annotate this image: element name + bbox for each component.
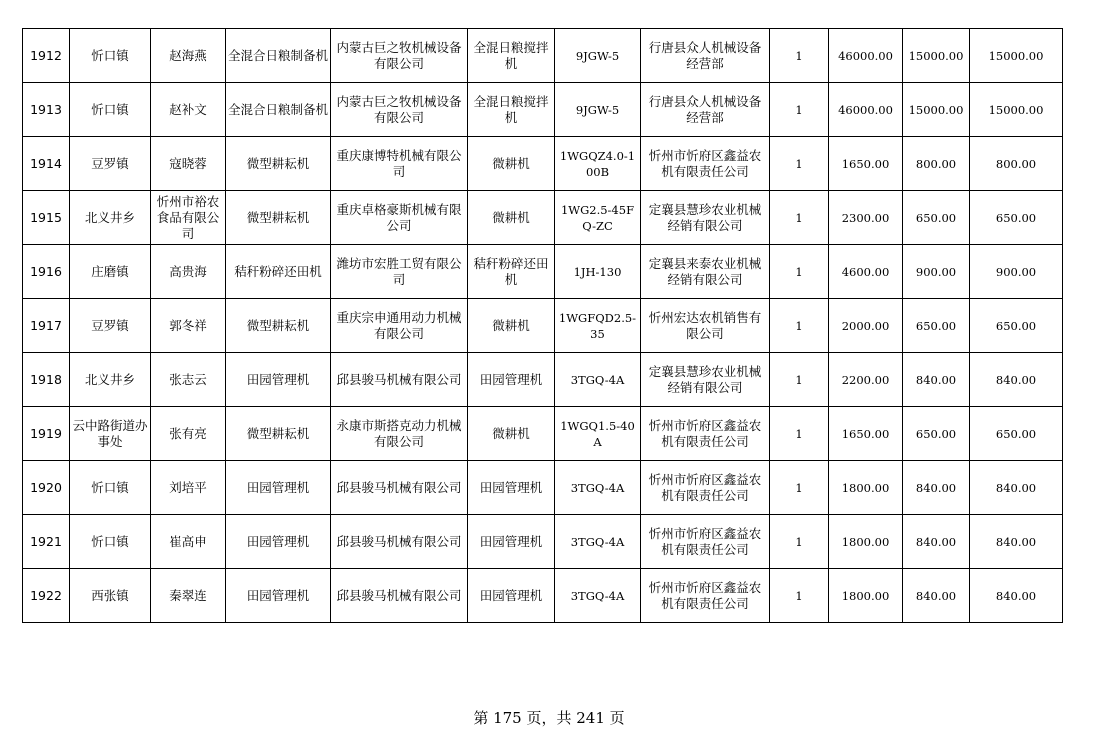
manufacturer-cell: 邱县骏马机械有限公司 — [331, 461, 468, 515]
total-subsidy-cell: 840.00 — [970, 461, 1063, 515]
product-name-cell: 田园管理机 — [468, 569, 555, 623]
row-number-cell: 1915 — [23, 191, 70, 245]
model-cell: 1WGFQD2.5-35 — [555, 299, 641, 353]
sale-price-cell: 1800.00 — [829, 461, 903, 515]
quantity-cell: 1 — [770, 461, 829, 515]
dealer-cell: 行唐县众人机械设备经营部 — [641, 29, 770, 83]
town-cell: 北义井乡 — [70, 353, 151, 407]
machine-category-cell: 微型耕耘机 — [226, 137, 331, 191]
buyer-name-cell: 郭冬祥 — [151, 299, 226, 353]
town-cell: 豆罗镇 — [70, 137, 151, 191]
quantity-cell: 1 — [770, 83, 829, 137]
subsidy-amount-cell: 15000.00 — [903, 29, 970, 83]
buyer-name-cell: 寇晓蓉 — [151, 137, 226, 191]
town-cell: 忻口镇 — [70, 461, 151, 515]
town-cell: 云中路街道办事处 — [70, 407, 151, 461]
buyer-name-cell: 秦翠连 — [151, 569, 226, 623]
manufacturer-cell: 邱县骏马机械有限公司 — [331, 353, 468, 407]
machine-category-cell: 微型耕耘机 — [226, 407, 331, 461]
table-body — [23, 29, 1063, 623]
model-cell: 9JGW-5 — [555, 29, 641, 83]
sale-price-cell: 4600.00 — [829, 245, 903, 299]
sale-price-cell: 46000.00 — [829, 29, 903, 83]
buyer-name-cell: 刘培平 — [151, 461, 226, 515]
model-cell: 1WGQZ4.0-100B — [555, 137, 641, 191]
product-name-cell: 微耕机 — [468, 137, 555, 191]
table-row — [23, 407, 1063, 461]
product-name-cell: 田园管理机 — [468, 353, 555, 407]
product-name-cell: 微耕机 — [468, 299, 555, 353]
manufacturer-cell: 邱县骏马机械有限公司 — [331, 515, 468, 569]
row-number-cell: 1921 — [23, 515, 70, 569]
subsidy-amount-cell: 840.00 — [903, 569, 970, 623]
model-cell: 1JH-130 — [555, 245, 641, 299]
machine-category-cell: 秸秆粉碎还田机 — [226, 245, 331, 299]
table-row — [23, 299, 1063, 353]
subsidy-amount-cell: 840.00 — [903, 515, 970, 569]
table-row — [23, 515, 1063, 569]
row-number-cell: 1918 — [23, 353, 70, 407]
manufacturer-cell: 内蒙古巨之牧机械设备有限公司 — [331, 83, 468, 137]
table-row — [23, 83, 1063, 137]
sale-price-cell: 2300.00 — [829, 191, 903, 245]
town-cell: 西张镇 — [70, 569, 151, 623]
sale-price-cell: 1650.00 — [829, 407, 903, 461]
town-cell: 忻口镇 — [70, 83, 151, 137]
table-row — [23, 137, 1063, 191]
dealer-cell: 忻州市忻府区鑫益农机有限责任公司 — [641, 137, 770, 191]
product-name-cell: 田园管理机 — [468, 515, 555, 569]
total-subsidy-cell: 840.00 — [970, 515, 1063, 569]
subsidy-amount-cell: 800.00 — [903, 137, 970, 191]
total-subsidy-cell: 840.00 — [970, 569, 1063, 623]
subsidy-table — [22, 28, 1063, 623]
quantity-cell: 1 — [770, 29, 829, 83]
machine-category-cell: 田园管理机 — [226, 353, 331, 407]
total-subsidy-cell: 15000.00 — [970, 29, 1063, 83]
table-row — [23, 461, 1063, 515]
subsidy-amount-cell: 650.00 — [903, 299, 970, 353]
dealer-cell: 忻州市忻府区鑫益农机有限责任公司 — [641, 569, 770, 623]
sale-price-cell: 1800.00 — [829, 569, 903, 623]
sale-price-cell: 2200.00 — [829, 353, 903, 407]
total-subsidy-cell: 840.00 — [970, 353, 1063, 407]
manufacturer-cell: 重庆康博特机械有限公司 — [331, 137, 468, 191]
table-row — [23, 29, 1063, 83]
quantity-cell: 1 — [770, 353, 829, 407]
product-name-cell: 全混日粮搅拌机 — [468, 83, 555, 137]
model-cell: 3TGQ-4A — [555, 515, 641, 569]
row-number-cell: 1919 — [23, 407, 70, 461]
buyer-name-cell: 张志云 — [151, 353, 226, 407]
quantity-cell: 1 — [770, 245, 829, 299]
buyer-name-cell: 忻州市裕农食品有限公司 — [151, 191, 226, 245]
buyer-name-cell: 赵海燕 — [151, 29, 226, 83]
table-row — [23, 191, 1063, 245]
row-number-cell: 1912 — [23, 29, 70, 83]
product-name-cell: 微耕机 — [468, 191, 555, 245]
subsidy-amount-cell: 840.00 — [903, 461, 970, 515]
total-subsidy-cell: 650.00 — [970, 407, 1063, 461]
table-row — [23, 569, 1063, 623]
row-number-cell: 1916 — [23, 245, 70, 299]
subsidy-amount-cell: 650.00 — [903, 407, 970, 461]
model-cell: 3TGQ-4A — [555, 353, 641, 407]
quantity-cell: 1 — [770, 299, 829, 353]
dealer-cell: 忻州市忻府区鑫益农机有限责任公司 — [641, 407, 770, 461]
dealer-cell: 忻州宏达农机销售有限公司 — [641, 299, 770, 353]
buyer-name-cell: 崔高申 — [151, 515, 226, 569]
subsidy-amount-cell: 15000.00 — [903, 83, 970, 137]
total-subsidy-cell: 15000.00 — [970, 83, 1063, 137]
total-subsidy-cell: 650.00 — [970, 191, 1063, 245]
machine-category-cell: 田园管理机 — [226, 515, 331, 569]
manufacturer-cell: 永康市斯搭克动力机械有限公司 — [331, 407, 468, 461]
sale-price-cell: 1800.00 — [829, 515, 903, 569]
row-number-cell: 1917 — [23, 299, 70, 353]
town-cell: 忻口镇 — [70, 29, 151, 83]
model-cell: 3TGQ-4A — [555, 461, 641, 515]
product-name-cell: 全混日粮搅拌机 — [468, 29, 555, 83]
product-name-cell: 秸秆粉碎还田机 — [468, 245, 555, 299]
town-cell: 北义井乡 — [70, 191, 151, 245]
model-cell: 1WG2.5-45FQ-ZC — [555, 191, 641, 245]
quantity-cell: 1 — [770, 191, 829, 245]
town-cell: 豆罗镇 — [70, 299, 151, 353]
row-number-cell: 1914 — [23, 137, 70, 191]
dealer-cell: 忻州市忻府区鑫益农机有限责任公司 — [641, 515, 770, 569]
product-name-cell: 微耕机 — [468, 407, 555, 461]
total-subsidy-cell: 800.00 — [970, 137, 1063, 191]
manufacturer-cell: 重庆卓格豪斯机械有限公司 — [331, 191, 468, 245]
row-number-cell: 1922 — [23, 569, 70, 623]
buyer-name-cell: 赵补文 — [151, 83, 226, 137]
town-cell: 忻口镇 — [70, 515, 151, 569]
machine-category-cell: 微型耕耘机 — [226, 191, 331, 245]
machine-category-cell: 全混合日粮制备机 — [226, 29, 331, 83]
row-number-cell: 1920 — [23, 461, 70, 515]
machine-category-cell: 全混合日粮制备机 — [226, 83, 331, 137]
sale-price-cell: 1650.00 — [829, 137, 903, 191]
machine-category-cell: 微型耕耘机 — [226, 299, 331, 353]
quantity-cell: 1 — [770, 407, 829, 461]
sale-price-cell: 2000.00 — [829, 299, 903, 353]
subsidy-amount-cell: 900.00 — [903, 245, 970, 299]
machine-category-cell: 田园管理机 — [226, 461, 331, 515]
product-name-cell: 田园管理机 — [468, 461, 555, 515]
table-row — [23, 245, 1063, 299]
dealer-cell: 定襄县来泰农业机械经销有限公司 — [641, 245, 770, 299]
subsidy-amount-cell: 840.00 — [903, 353, 970, 407]
manufacturer-cell: 邱县骏马机械有限公司 — [331, 569, 468, 623]
model-cell: 1WGQ1.5-40A — [555, 407, 641, 461]
quantity-cell: 1 — [770, 515, 829, 569]
total-subsidy-cell: 650.00 — [970, 299, 1063, 353]
quantity-cell: 1 — [770, 137, 829, 191]
quantity-cell: 1 — [770, 569, 829, 623]
model-cell: 3TGQ-4A — [555, 569, 641, 623]
sale-price-cell: 46000.00 — [829, 83, 903, 137]
manufacturer-cell: 重庆宗申通用动力机械有限公司 — [331, 299, 468, 353]
total-subsidy-cell: 900.00 — [970, 245, 1063, 299]
manufacturer-cell: 潍坊市宏胜工贸有限公司 — [331, 245, 468, 299]
row-number-cell: 1913 — [23, 83, 70, 137]
page-number: 第 175 页，共 241 页 — [473, 709, 625, 727]
buyer-name-cell: 高贵海 — [151, 245, 226, 299]
dealer-cell: 定襄县慧珍农业机械经销有限公司 — [641, 353, 770, 407]
machine-category-cell: 田园管理机 — [226, 569, 331, 623]
town-cell: 庄磨镇 — [70, 245, 151, 299]
manufacturer-cell: 内蒙古巨之牧机械设备有限公司 — [331, 29, 468, 83]
table-row — [23, 353, 1063, 407]
dealer-cell: 忻州市忻府区鑫益农机有限责任公司 — [641, 461, 770, 515]
subsidy-amount-cell: 650.00 — [903, 191, 970, 245]
buyer-name-cell: 张有亮 — [151, 407, 226, 461]
model-cell: 9JGW-5 — [555, 83, 641, 137]
dealer-cell: 行唐县众人机械设备经营部 — [641, 83, 770, 137]
dealer-cell: 定襄县慧珍农业机械经销有限公司 — [641, 191, 770, 245]
